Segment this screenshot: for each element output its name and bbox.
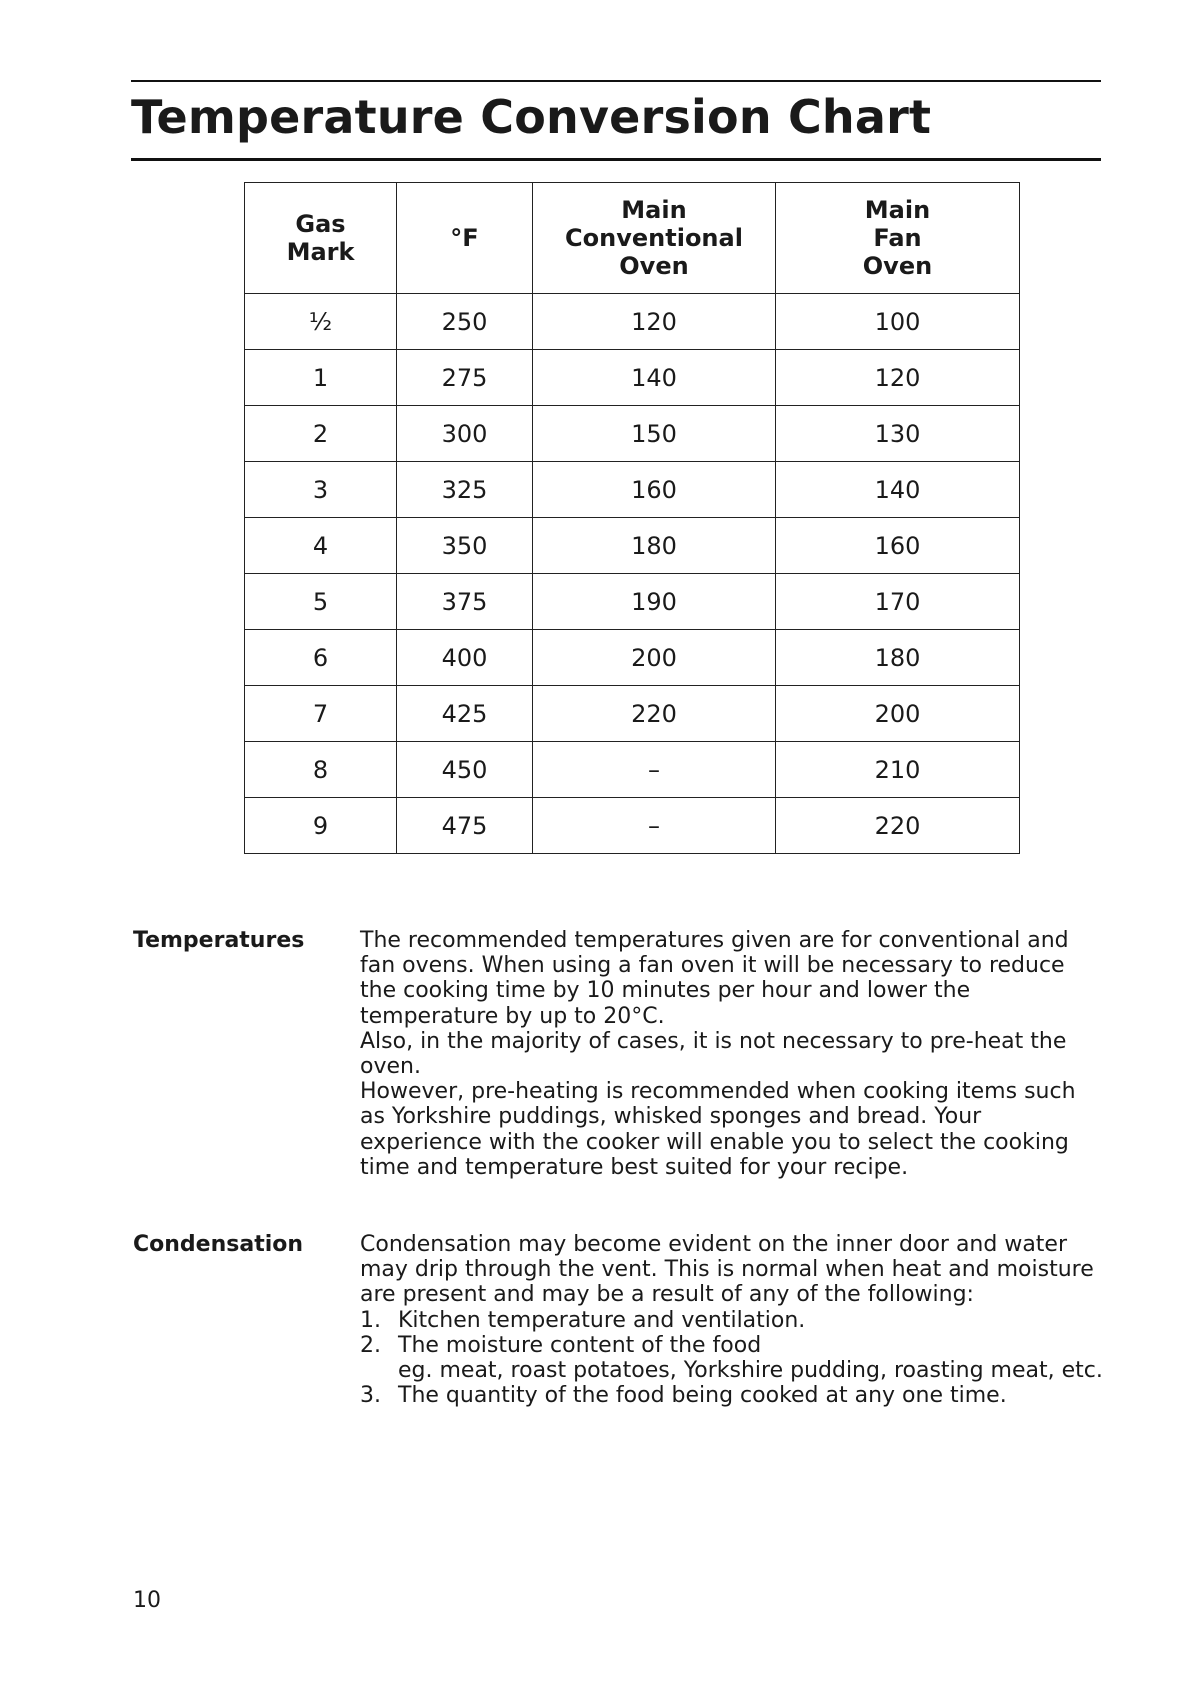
gas-mark-cell: 3 [245,462,397,518]
table-header-row [245,183,1020,294]
conventional-oven-cell: 120 [533,294,776,350]
table-row [245,518,1020,574]
table-row [245,462,1020,518]
table-row [245,294,1020,350]
fahrenheit-cell: 425 [397,686,533,742]
header-line: Oven [862,252,933,280]
temperatures-text [360,928,1105,1180]
conventional-oven-cell: 160 [533,462,776,518]
fan-oven-cell: 180 [776,630,1020,686]
temperature-conversion-table [244,182,1020,854]
header-main-fan-oven [776,183,1020,294]
fahrenheit-cell: 375 [397,574,533,630]
title-top-rule [131,80,1101,82]
conventional-oven-cell: – [533,798,776,854]
header-fahrenheit [397,183,533,294]
fahrenheit-cell: 450 [397,742,533,798]
header-line: Main [621,196,687,224]
list-item-text: Kitchen temperature and ventilation. [398,1307,806,1333]
fan-oven-cell: 140 [776,462,1020,518]
fan-oven-cell: 210 [776,742,1020,798]
fan-oven-cell: 120 [776,350,1020,406]
fahrenheit-cell: 300 [397,406,533,462]
gas-mark-cell: ½ [245,294,397,350]
condensation-intro: Condensation may become evident on the inner door and water may drip through the vent. This is normal when heat and moisture are present and may be a result of any of the following: [360,1232,1094,1308]
table-row [245,630,1020,686]
conventional-oven-cell: 200 [533,630,776,686]
table-row [245,350,1020,406]
table-row [245,686,1020,742]
header-line: Gas [295,210,346,238]
fan-oven-cell: 160 [776,518,1020,574]
list-item-text: The moisture content of the food [398,1332,762,1358]
header-line: °F [450,224,479,252]
list-item [360,1308,1105,1333]
conventional-oven-cell: 180 [533,518,776,574]
table-row [245,798,1020,854]
gas-mark-cell: 5 [245,574,397,630]
temperatures-paragraph: However, pre-heating is recommended when cooking items such as Yorkshire puddings, whisked sponges and bread. Your experience with the cooker will enable you to select the cooking time and temperature best suited for your recipe. [360,1079,1076,1180]
fahrenheit-cell: 250 [397,294,533,350]
fan-oven-cell: 220 [776,798,1020,854]
gas-mark-cell: 4 [245,518,397,574]
gas-mark-cell: 9 [245,798,397,854]
title-bottom-rule [131,158,1101,161]
header-line: Main [864,196,931,224]
condensation-text [360,1232,1105,1408]
header-line: Mark [286,238,355,266]
temperatures-heading: Temperatures [133,928,305,953]
conventional-oven-cell: 150 [533,406,776,462]
fan-oven-cell: 200 [776,686,1020,742]
conventional-oven-cell: 220 [533,686,776,742]
fahrenheit-cell: 350 [397,518,533,574]
header-line: Oven [619,252,689,280]
gas-mark-cell: 6 [245,630,397,686]
conventional-oven-cell: 140 [533,350,776,406]
table-row [245,742,1020,798]
fahrenheit-cell: 400 [397,630,533,686]
list-item-number: 3. [360,1383,381,1409]
conventional-oven-cell: – [533,742,776,798]
fan-oven-cell: 170 [776,574,1020,630]
fahrenheit-cell: 475 [397,798,533,854]
gas-mark-cell: 2 [245,406,397,462]
header-line: Fan [873,224,922,252]
fahrenheit-cell: 275 [397,350,533,406]
page-title: Temperature Conversion Chart [131,90,932,144]
list-item [360,1333,1105,1383]
list-item-number: 1. [360,1307,381,1333]
fan-oven-cell: 100 [776,294,1020,350]
header-main-conventional-oven [533,183,776,294]
list-item-subtext: eg. meat, roast potatoes, Yorkshire pudding, roasting meat, etc. [398,1358,1103,1384]
fan-oven-cell: 130 [776,406,1020,462]
header-gas-mark [245,183,397,294]
page-number: 10 [133,1588,161,1613]
table-row [245,574,1020,630]
list-item-number: 2. [360,1332,381,1358]
condensation-heading: Condensation [133,1232,304,1257]
gas-mark-cell: 1 [245,350,397,406]
header-line: Conventional [565,224,743,252]
list-item-text: The quantity of the food being cooked at any one time. [398,1383,1007,1409]
condensation-list [360,1308,1105,1409]
temperatures-paragraph: Also, in the majority of cases, it is not necessary to pre-heat the oven. [360,1028,1067,1080]
fahrenheit-cell: 325 [397,462,533,518]
gas-mark-cell: 7 [245,686,397,742]
conventional-oven-cell: 190 [533,574,776,630]
temperatures-paragraph: The recommended temperatures given are for conventional and fan ovens. When using a fan oven it will be necessary to reduce the cooking time by 10 minutes per hour and lower the temperature by up to 20°C. [360,928,1069,1029]
list-item [360,1383,1105,1408]
gas-mark-cell: 8 [245,742,397,798]
table-row [245,406,1020,462]
